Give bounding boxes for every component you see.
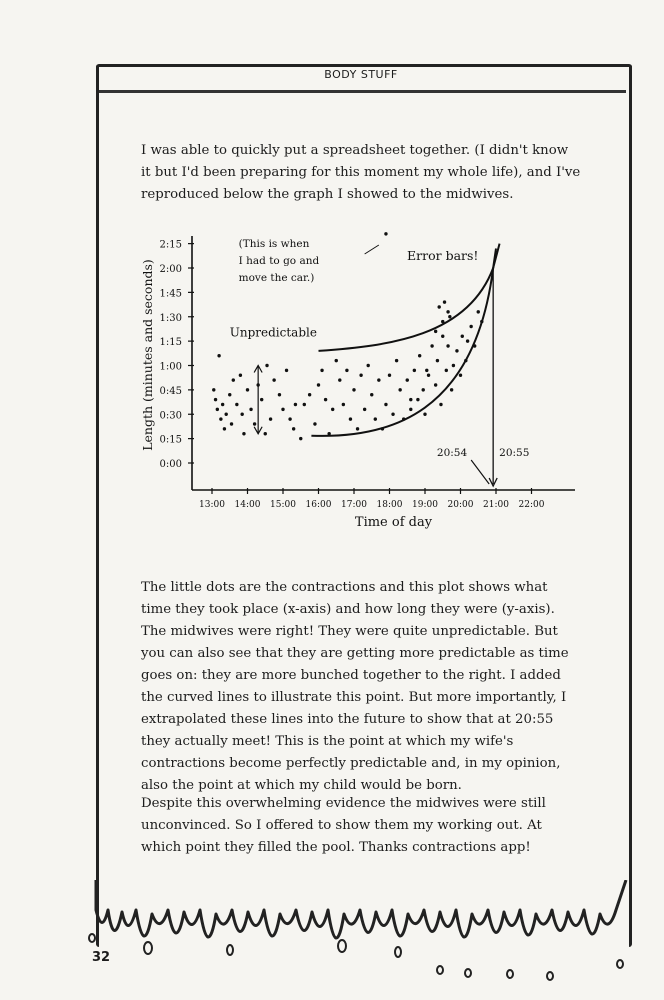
contraction-point xyxy=(303,403,306,406)
contraction-point xyxy=(438,305,441,308)
contraction-point xyxy=(459,374,462,377)
y-tick-label: 1:30 xyxy=(159,312,182,324)
contraction-point xyxy=(230,422,233,425)
contraction-point xyxy=(370,393,373,396)
contraction-point xyxy=(461,335,464,338)
contraction-point xyxy=(313,422,316,425)
contraction-point xyxy=(246,388,249,391)
contraction-point xyxy=(448,315,451,318)
y-tick-label: 0:00 xyxy=(159,459,182,470)
contraction-point xyxy=(381,427,384,430)
contraction-point xyxy=(434,383,437,386)
contraction-point xyxy=(441,335,444,338)
contraction-point xyxy=(473,344,476,347)
contraction-point xyxy=(219,417,222,420)
contraction-point xyxy=(214,398,217,401)
contraction-point xyxy=(235,403,238,406)
contraction-point xyxy=(363,408,366,411)
header-title: BODY STUFF xyxy=(324,68,398,81)
contraction-point xyxy=(436,359,439,362)
y-tick-label: 0:15 xyxy=(159,434,182,446)
paragraph-intro: I was able to quickly put a spreadsheet together. (I didn't know it but I'd been preparing for this moment my whole life), and I've reproduced below the graph I showed to the midwives. xyxy=(141,143,581,202)
contraction-point xyxy=(374,417,377,420)
contraction-point xyxy=(232,378,235,381)
contraction-point xyxy=(217,354,220,357)
contraction-point xyxy=(294,403,297,406)
contraction-point xyxy=(409,408,412,411)
contraction-point xyxy=(398,388,401,391)
contraction-point xyxy=(445,369,448,372)
y-tick-label: 2:00 xyxy=(159,264,182,275)
contraction-point xyxy=(450,388,453,391)
contraction-point xyxy=(281,408,284,411)
paragraph-explanation: The little dots are the contractions and this plot shows what time they took place (x-axis) and how long they were (y-axis). The midwives were right! They were quite unpredictable. But you can also see that they are getting more predictable as time goes on: they are more bunched together to the right. I added the curved lines to illustrate this point. But more importantly, I extrapolated these lines into the future to show that at 20:55 they actually meet! This is the point at which my wife's contractions become perfectly predictable and, in my opinion, also the point at which my child would be born. xyxy=(141,580,569,793)
x-tick-label: 22:00 xyxy=(518,500,545,510)
contraction-point xyxy=(349,417,352,420)
y-tick-label: 1:45 xyxy=(159,288,182,300)
contraction-point xyxy=(423,413,426,416)
contraction-point xyxy=(464,359,467,362)
contractions-chart xyxy=(130,228,580,538)
contraction-point xyxy=(335,359,338,362)
contraction-point xyxy=(249,408,252,411)
contraction-point xyxy=(384,403,387,406)
meet-20-54-arrow xyxy=(471,460,489,484)
contraction-point xyxy=(367,364,370,367)
x-tick-label: 16:00 xyxy=(305,500,332,510)
contraction-point xyxy=(292,427,295,430)
contraction-point xyxy=(425,369,428,372)
y-tick-label: 1:00 xyxy=(159,361,182,373)
annotation-car-note-line: move the car.) xyxy=(238,272,315,284)
contraction-point xyxy=(416,398,419,401)
contraction-point xyxy=(443,300,446,303)
decorative-drip-border xyxy=(80,880,640,990)
annotation-20-55: 20:55 xyxy=(499,447,530,459)
y-tick-label: 0:30 xyxy=(159,410,182,422)
annotation-unpredictable: Unpredictable xyxy=(229,325,317,340)
contraction-point xyxy=(388,374,391,377)
annotation-car-note-line: (This is when xyxy=(238,238,310,250)
contraction-point xyxy=(422,388,425,391)
contraction-point xyxy=(308,393,311,396)
contraction-point xyxy=(331,408,334,411)
contraction-point xyxy=(409,398,412,401)
contraction-point xyxy=(342,403,345,406)
contraction-point xyxy=(391,413,394,416)
contraction-point xyxy=(221,403,224,406)
contraction-point xyxy=(441,320,444,323)
contraction-point xyxy=(299,437,302,440)
x-tick-label: 15:00 xyxy=(270,500,296,510)
contraction-point xyxy=(434,330,437,333)
contraction-point xyxy=(455,349,458,352)
contraction-point xyxy=(338,378,341,381)
contraction-point xyxy=(265,364,268,367)
contraction-point xyxy=(377,378,380,381)
contraction-point xyxy=(269,417,272,420)
contraction-point xyxy=(480,320,483,323)
contraction-point xyxy=(253,422,256,425)
annotation-error-bars: Error bars! xyxy=(407,248,479,263)
contraction-point xyxy=(466,339,469,342)
contraction-point xyxy=(345,369,348,372)
x-tick-label: 21:00 xyxy=(483,500,509,510)
paragraph-conclusion: Despite this overwhelming evidence the midwives were still unconvinced. So I offered to show them my working out. At which point they filled the pool. Thanks contractions app! xyxy=(141,796,546,855)
contraction-point xyxy=(384,232,387,235)
contraction-point xyxy=(406,378,409,381)
contraction-point xyxy=(446,310,449,313)
contraction-point xyxy=(278,393,281,396)
x-tick-label: 18:00 xyxy=(376,500,403,510)
contraction-point xyxy=(395,359,398,362)
page-number: 32 xyxy=(92,950,111,965)
y-axis-label: Length (minutes and seconds) xyxy=(140,259,155,451)
contraction-point xyxy=(285,369,288,372)
car-note-arrow xyxy=(365,245,379,254)
contraction-point xyxy=(264,432,267,435)
contraction-point xyxy=(260,398,263,401)
contraction-point xyxy=(427,374,430,377)
x-tick-label: 20:00 xyxy=(447,500,474,510)
contraction-point xyxy=(327,432,330,435)
contraction-point xyxy=(402,417,405,420)
x-tick-label: 13:00 xyxy=(199,500,225,510)
contraction-point xyxy=(272,378,275,381)
contraction-point xyxy=(288,417,291,420)
contraction-point xyxy=(359,374,362,377)
contraction-point xyxy=(242,432,245,435)
contraction-point xyxy=(469,325,472,328)
contraction-point xyxy=(225,413,228,416)
contraction-point xyxy=(452,364,455,367)
contraction-point xyxy=(216,408,219,411)
contraction-point xyxy=(439,403,442,406)
y-tick-label: 1:15 xyxy=(159,337,182,349)
contraction-point xyxy=(317,383,320,386)
x-tick-label: 14:00 xyxy=(234,500,261,510)
y-tick-label: 2:15 xyxy=(159,239,182,251)
contraction-point xyxy=(228,393,231,396)
x-axis-label: Time of day xyxy=(354,515,433,530)
contraction-point xyxy=(477,310,480,313)
contraction-point xyxy=(320,369,323,372)
contraction-point xyxy=(212,388,215,391)
contraction-point xyxy=(256,383,259,386)
contraction-point xyxy=(356,427,359,430)
contraction-point xyxy=(446,344,449,347)
contraction-point xyxy=(413,369,416,372)
x-tick-label: 19:00 xyxy=(412,500,438,510)
contraction-point xyxy=(239,374,242,377)
contraction-point xyxy=(352,388,355,391)
contraction-point xyxy=(223,427,226,430)
contraction-point xyxy=(418,354,421,357)
y-tick-label: 0:45 xyxy=(159,385,182,397)
annotation-20-54: 20:54 xyxy=(436,447,468,459)
contraction-point xyxy=(430,344,433,347)
x-tick-label: 17:00 xyxy=(341,500,367,510)
contraction-point xyxy=(324,398,327,401)
contraction-point xyxy=(240,413,243,416)
annotation-car-note-line: I had to go and xyxy=(238,255,320,267)
